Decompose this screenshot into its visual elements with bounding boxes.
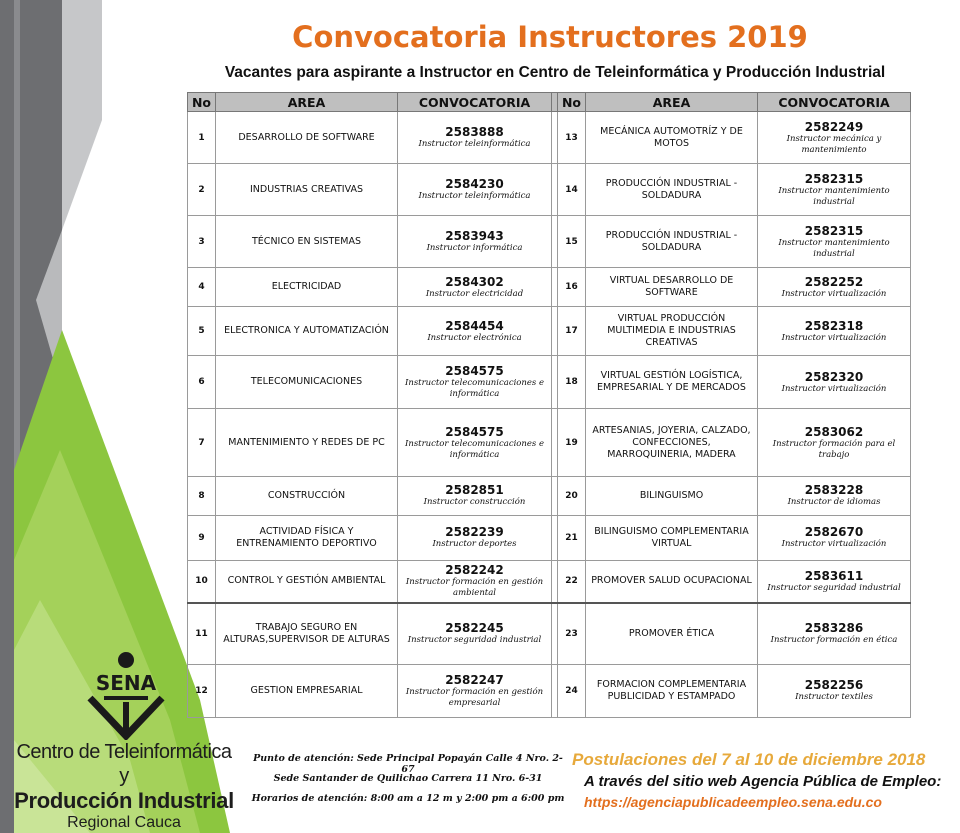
row-number: 17 — [558, 307, 586, 356]
convocatoria-code: 2582242 — [445, 563, 504, 578]
convocatoria-description: Instructor construcción — [423, 497, 526, 508]
row-number: 6 — [188, 356, 216, 409]
convocatoria-description: Instructor electricidad — [425, 288, 524, 299]
convocatoria-description: Instructor telecomunicaciones e informática — [404, 438, 545, 460]
convocatoria-description: Instructor virtualización — [781, 288, 887, 299]
convocatoria-description: Instructor de idiomas — [787, 497, 881, 508]
convocatoria-cell — [398, 112, 552, 164]
sena-logo — [84, 650, 168, 740]
area-name: ELECTRICIDAD — [216, 268, 398, 307]
row-number: 8 — [188, 476, 216, 515]
area-name: CONTROL Y GESTIÓN AMBIENTAL — [216, 560, 398, 603]
sena-logo-text: SENA — [95, 671, 157, 695]
convocatoria-description: Instructor formación en gestión ambiental — [405, 577, 544, 599]
convocatoria-description: Instructor mantenimiento industrial — [778, 237, 890, 259]
area-name: DESARROLLO DE SOFTWARE — [216, 112, 398, 164]
row-number: 5 — [188, 307, 216, 356]
row-number: 19 — [558, 409, 586, 476]
area-name: BILINGUISMO — [586, 476, 758, 515]
row-number: 18 — [558, 356, 586, 409]
area-name: PRODUCCIÓN INDUSTRIAL - SOLDADURA — [586, 164, 758, 216]
convocatoria-cell — [398, 216, 552, 268]
info-line1: Punto de atención: Sede Principal Popayán Calle 4 Nro. 2-67 — [253, 753, 563, 775]
convocatoria-description: Instructor telecomunicaciones e informática — [404, 378, 545, 400]
info-line3: Horarios de atención: 8:00 am a 12 m y 2:00 pm a 6:00 pm — [251, 793, 565, 804]
convocatoria-cell — [758, 216, 911, 268]
header-no: No — [558, 93, 586, 112]
convocatoria-description: Instructor virtualización — [781, 383, 887, 394]
convocatoria-cell — [398, 476, 552, 515]
convocatoria-cell — [398, 307, 552, 356]
convocatoria-code: 2584575 — [445, 364, 504, 379]
centro-line1: Centro de Teleinformática y — [16, 741, 232, 787]
convocatoria-description: Instructor deportes — [432, 539, 517, 550]
row-number: 2 — [188, 164, 216, 216]
table-row — [188, 409, 911, 476]
area-name: VIRTUAL PRODUCCIÓN MULTIMEDIA E INDUSTRIAS CREATIVAS — [586, 307, 758, 356]
convocatoria-code: 2583286 — [804, 621, 864, 636]
convocatoria-cell — [758, 515, 911, 560]
header-area: AREA — [586, 93, 758, 112]
convocatoria-code: 2584454 — [445, 318, 504, 333]
area-name: VIRTUAL DESARROLLO DE SOFTWARE — [586, 268, 758, 307]
area-name: CONSTRUCCIÓN — [216, 476, 398, 515]
postulaciones-text: A través del sitio web Agencia Pública de Empleo: — [584, 773, 942, 790]
row-number: 1 — [188, 112, 216, 164]
row-number: 15 — [558, 216, 586, 268]
area-name: ARTESANIAS, JOYERIA, CALZADO, CONFECCIONES, MARROQUINERIA, MADERA — [586, 409, 758, 476]
convocatoria-code: 2584230 — [445, 177, 504, 192]
convocatoria-description: Instructor textiles — [795, 692, 873, 703]
convocatoria-code: 2582245 — [445, 621, 504, 636]
convocatoria-cell — [758, 307, 911, 356]
row-number: 20 — [558, 476, 586, 515]
convocatoria-description: Instructor mantenimiento industrial — [778, 185, 890, 207]
area-name: ELECTRONICA Y AUTOMATIZACIÓN — [216, 307, 398, 356]
table-row — [188, 268, 911, 307]
convocatoria-code: 2584575 — [445, 424, 504, 439]
centro-name — [12, 740, 236, 832]
convocatoria-description: Instructor electrónica — [427, 332, 522, 343]
table-row — [188, 476, 911, 515]
table-header-row — [188, 93, 911, 112]
convocatoria-cell — [758, 603, 911, 664]
convocatoria-description: Instructor formación en gestión empresarial — [405, 686, 544, 708]
row-number: 12 — [188, 664, 216, 717]
centro-line3: Regional Cauca — [67, 814, 181, 831]
table-row — [188, 664, 911, 717]
row-number: 14 — [558, 164, 586, 216]
convocatoria-cell — [398, 664, 552, 717]
row-number: 23 — [558, 603, 586, 664]
area-name: TRABAJO SEGURO EN ALTURAS,SUPERVISOR DE ALTURAS — [216, 603, 398, 664]
centro-line2: Producción Industrial — [14, 788, 234, 813]
page-subtitle: Vacantes para aspirante a Instructor en Centro de Teleinformática y Producción Industrial — [224, 64, 886, 81]
table-row — [188, 164, 911, 216]
header-area: AREA — [216, 93, 398, 112]
area-name: INDUSTRIAS CREATIVAS — [216, 164, 398, 216]
convocatoria-description: Instructor teleinformática — [418, 139, 531, 150]
convocatoria-description: Instructor teleinformática — [418, 191, 531, 202]
area-name: BILINGUISMO COMPLEMENTARIA VIRTUAL — [586, 515, 758, 560]
row-number: 9 — [188, 515, 216, 560]
convocatoria-code: 2583888 — [445, 125, 504, 140]
row-number: 10 — [188, 560, 216, 603]
page-title: Convocatoria Instructores 2019 — [292, 20, 808, 54]
convocatoria-cell — [758, 476, 911, 515]
row-number: 7 — [188, 409, 216, 476]
row-number: 3 — [188, 216, 216, 268]
table-row — [188, 307, 911, 356]
convocatoria-description: Instructor virtualización — [781, 332, 887, 343]
convocatoria-description: Instructor informática — [426, 243, 523, 254]
area-name: GESTION EMPRESARIAL — [216, 664, 398, 717]
postulaciones-dates: Postulaciones del 7 al 10 de diciembre 2018 — [572, 750, 926, 769]
area-name: PROMOVER ÉTICA — [586, 603, 758, 664]
convocatoria-description: Instructor seguridad industrial — [407, 635, 542, 646]
convocatoria-code: 2582670 — [804, 525, 864, 540]
convocatoria-cell — [758, 664, 911, 717]
convocatoria-code: 2582249 — [804, 119, 864, 134]
convocatoria-cell — [758, 409, 911, 476]
area-name: PRODUCCIÓN INDUSTRIAL - SOLDADURA — [586, 216, 758, 268]
vacancies-table — [187, 92, 910, 718]
table-row — [188, 216, 911, 268]
convocatoria-cell — [398, 356, 552, 409]
convocatoria-description: Instructor seguridad industrial — [767, 582, 901, 593]
convocatoria-code: 2582315 — [804, 223, 864, 238]
convocatoria-code: 2584302 — [445, 274, 504, 289]
convocatoria-code: 2582320 — [804, 369, 864, 384]
convocatoria-cell — [758, 164, 911, 216]
row-number: 24 — [558, 664, 586, 717]
header-convocatoria: CONVOCATORIA — [398, 93, 552, 112]
convocatoria-code: 2582851 — [445, 483, 504, 498]
convocatoria-cell — [398, 515, 552, 560]
area-name: TELECOMUNICACIONES — [216, 356, 398, 409]
area-name: TÉCNICO EN SISTEMAS — [216, 216, 398, 268]
convocatoria-code: 2582239 — [445, 525, 504, 540]
table-row — [188, 603, 911, 664]
area-name: MANTENIMIENTO Y REDES DE PC — [216, 409, 398, 476]
area-name: MECÁNICA AUTOMOTRÍZ Y DE MOTOS — [586, 112, 758, 164]
table-row — [188, 560, 911, 603]
convocatoria-code: 2582318 — [804, 318, 864, 333]
row-number: 22 — [558, 560, 586, 603]
convocatoria-cell — [398, 560, 552, 603]
convocatoria-cell — [398, 268, 552, 307]
convocatoria-code: 2583943 — [445, 229, 504, 244]
agencia-link[interactable]: https://agenciapublicadeempleo.sena.edu.co — [584, 794, 882, 810]
convocatoria-cell — [398, 409, 552, 476]
convocatoria-code: 2582256 — [804, 678, 864, 693]
area-name: PROMOVER SALUD OCUPACIONAL — [586, 560, 758, 603]
convocatoria-cell — [398, 164, 552, 216]
convocatoria-code: 2582247 — [445, 672, 504, 687]
convocatoria-cell — [758, 112, 911, 164]
area-name: ACTIVIDAD FÍSICA Y ENTRENAMIENTO DEPORTIVO — [216, 515, 398, 560]
convocatoria-cell — [758, 356, 911, 409]
convocatoria-code: 2582315 — [804, 171, 864, 186]
convocatoria-description: Instructor formación en ética — [770, 635, 898, 646]
convocatoria-description: Instructor mecánica y mantenimiento — [786, 133, 882, 155]
area-name: FORMACION COMPLEMENTARIA PUBLICIDAD Y ESTAMPADO — [586, 664, 758, 717]
convocatoria-cell — [758, 268, 911, 307]
row-number: 4 — [188, 268, 216, 307]
row-number: 13 — [558, 112, 586, 164]
area-name: VIRTUAL GESTIÓN LOGÍSTICA, EMPRESARIAL Y DE MERCADOS — [586, 356, 758, 409]
convocatoria-cell — [398, 603, 552, 664]
row-number: 21 — [558, 515, 586, 560]
convocatoria-description: Instructor virtualización — [781, 539, 887, 550]
table-row — [188, 515, 911, 560]
info-line2: Sede Santander de Quilichao Carrera 11 Nro. 6-31 — [273, 773, 543, 784]
convocatoria-code: 2583228 — [804, 483, 864, 498]
convocatoria-code: 2582252 — [804, 274, 864, 289]
table-row — [188, 356, 911, 409]
convocatoria-description: Instructor formación para el trabajo — [772, 438, 896, 460]
header-no: No — [188, 93, 216, 112]
convocatoria-code: 2583611 — [804, 568, 864, 583]
convocatoria-cell — [758, 560, 911, 603]
row-number: 16 — [558, 268, 586, 307]
convocatoria-code: 2583062 — [804, 424, 864, 439]
row-number: 11 — [188, 603, 216, 664]
table-row — [188, 112, 911, 164]
header-convocatoria: CONVOCATORIA — [758, 93, 911, 112]
